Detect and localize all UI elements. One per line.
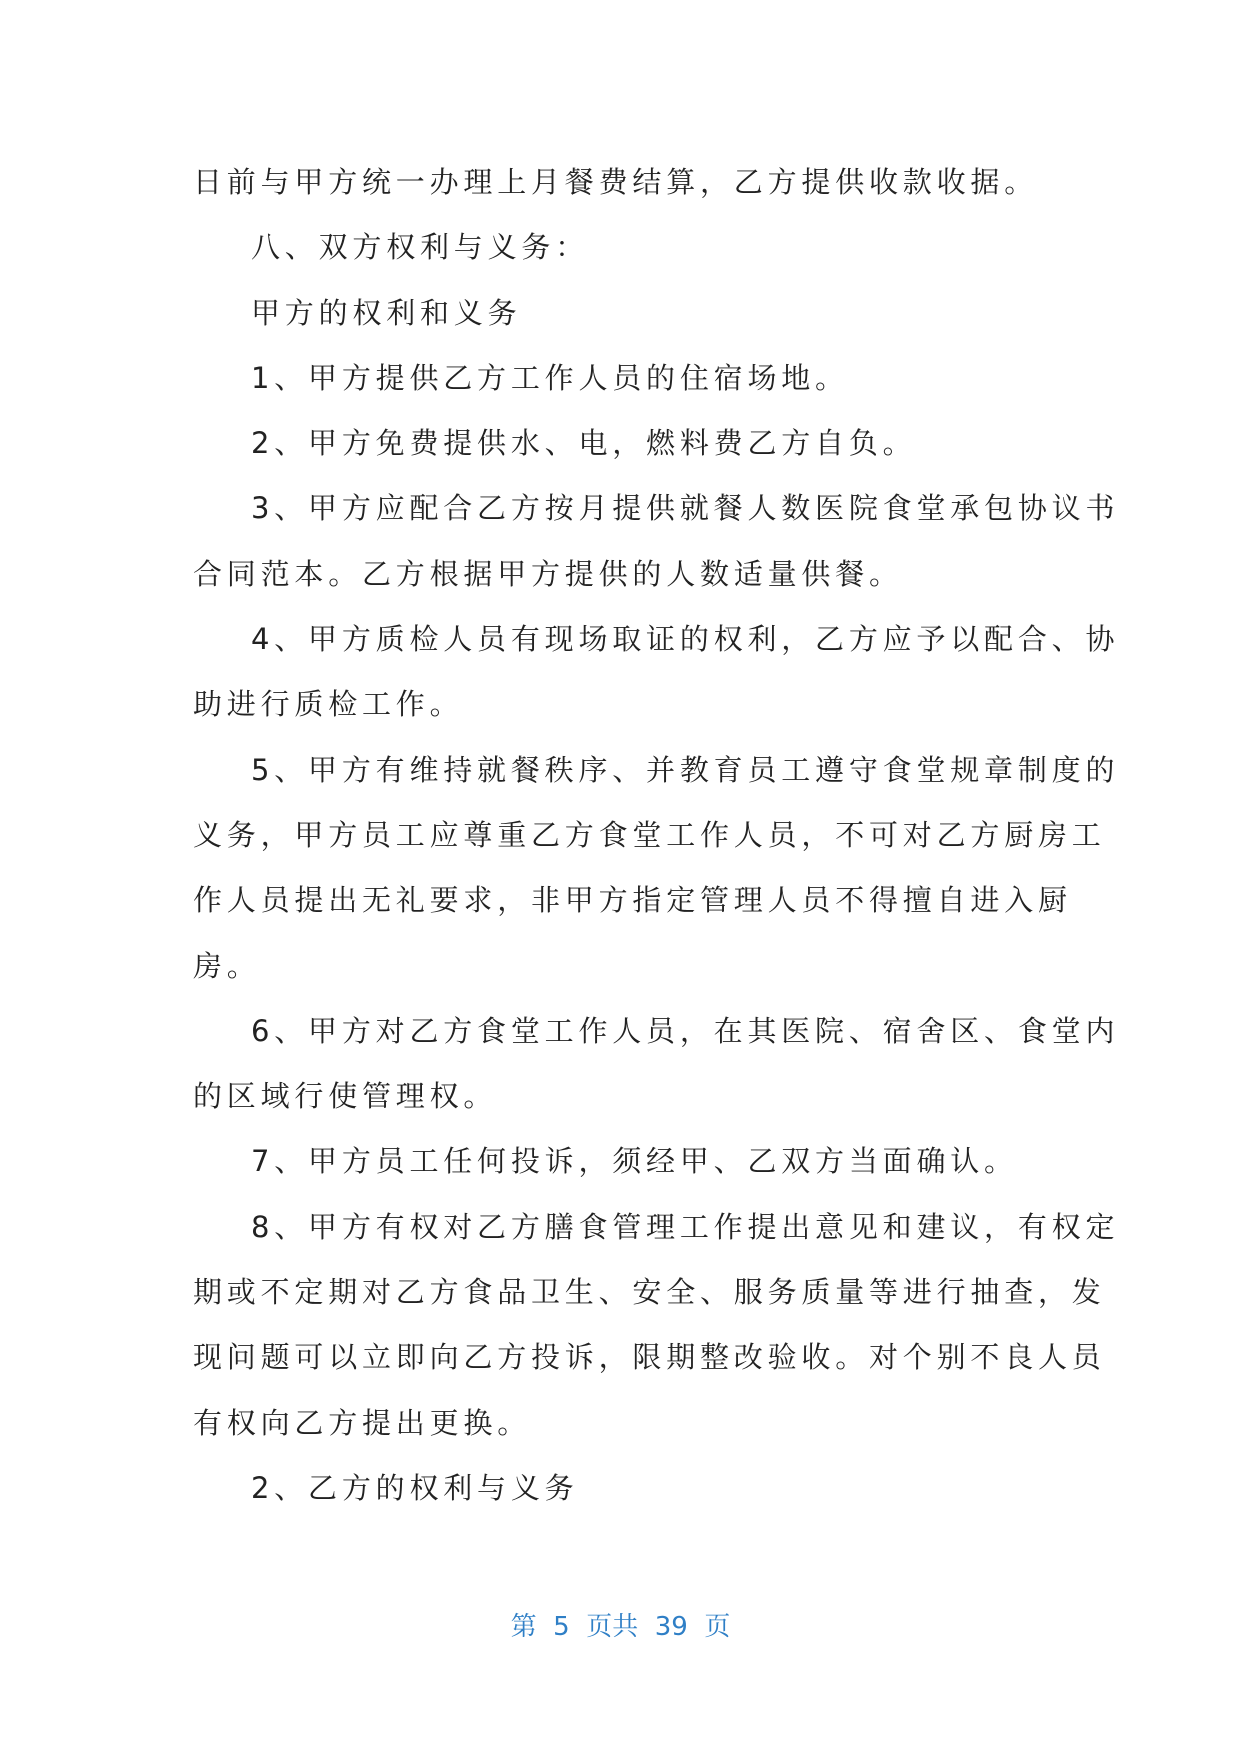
text-line: 1、甲方提供乙方工作人员的住宿场地。: [251, 360, 849, 395]
text-line: 2、乙方的权利与义务: [251, 1470, 579, 1505]
text-line: 日前与甲方统一办理上月餐费结算，乙方提供收款收据。: [193, 165, 1039, 199]
text-line: 8、甲方有权对乙方膳食管理工作提出意见和建议，有权定: [251, 1209, 1120, 1244]
text-line: 6、甲方对乙方食堂工作人员，在其医院、宿舍区、食堂内: [251, 1013, 1120, 1048]
text-line: 合同范本。乙方根据甲方提供的人数适量供餐。: [193, 556, 903, 591]
text-line: 2、甲方免费提供水、电，燃料费乙方自负。: [251, 426, 917, 461]
text-line: 5、甲方有维持就餐秩序、并教育员工遵守食堂规章制度的: [251, 752, 1120, 787]
text-line: 助进行质检工作。: [193, 687, 464, 722]
text-line: 4、甲方质检人员有现场取证的权利，乙方应予以配合、协: [251, 622, 1120, 657]
document-body: [193, 150, 1120, 1521]
page-number-footer: 第 5 页共 39 页: [510, 1612, 731, 1642]
text-line: 甲方的权利和义务: [251, 295, 522, 330]
text-line: 期或不定期对乙方食品卫生、安全、服务质量等进行抽查，发: [193, 1275, 1106, 1310]
text-line: 作人员提出无礼要求，非甲方指定管理人员不得擅自进入厨: [193, 883, 1072, 918]
text-line: 有权向乙方提出更换。: [193, 1405, 532, 1440]
text-line: 7、甲方员工任何投诉，须经甲、乙双方当面确认。: [251, 1144, 1018, 1179]
text-line: 现问题可以立即向乙方投诉，限期整改验收。对个别不良人员: [193, 1340, 1106, 1375]
text-line: 义务，甲方员工应尊重乙方食堂工作人员，不可对乙方厨房工: [193, 817, 1106, 852]
text-line: 八、双方权利与义务：: [251, 230, 590, 265]
text-line: 3、甲方应配合乙方按月提供就餐人数医院食堂承包协议书: [251, 491, 1120, 526]
text-line: 的区域行使管理权。: [193, 1079, 498, 1114]
text-line: 房。: [193, 948, 261, 983]
